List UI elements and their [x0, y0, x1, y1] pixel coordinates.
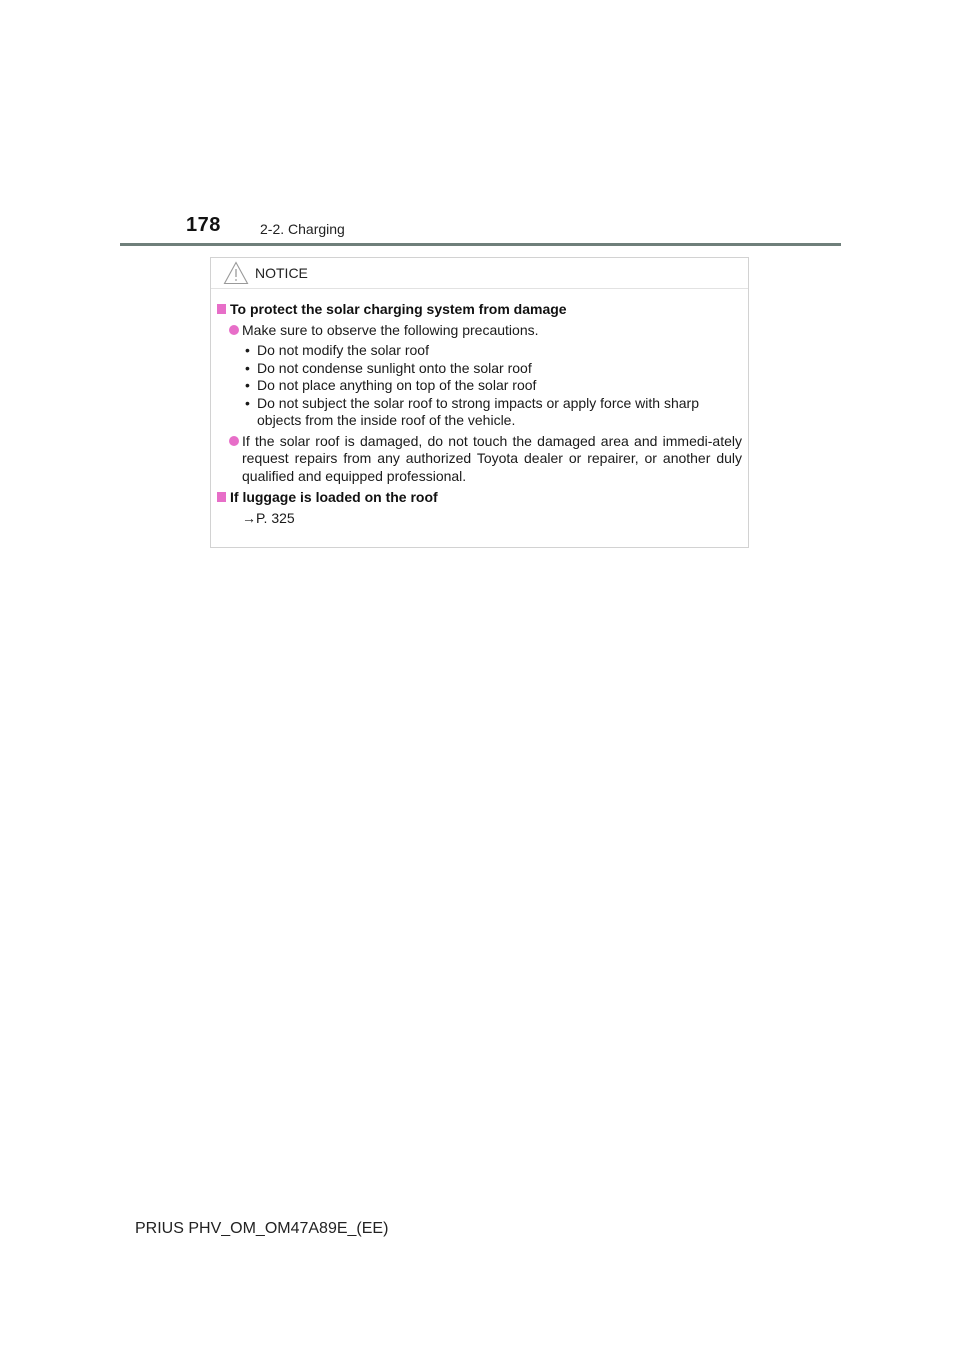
precaution-item	[217, 377, 742, 395]
dot-bullet-icon: •	[245, 359, 250, 376]
notice-header	[211, 258, 748, 289]
dot-bullet-icon: •	[245, 377, 250, 393]
section-heading-text: To protect the solar charging system from damage	[230, 301, 567, 317]
circle-bullet-icon	[229, 325, 239, 335]
precaution-item-text: Do not place anything on top of the solar roof	[257, 377, 537, 393]
precaution-list	[217, 342, 742, 430]
notice-body	[211, 289, 748, 527]
precaution-item-text: Do not subject the solar roof to strong impacts or apply force with sharp objects from the inside roof of the vehicle.	[257, 394, 699, 428]
arrow-right-icon: →	[242, 509, 256, 526]
page-reference[interactable]	[217, 510, 742, 528]
dot-bullet-icon: •	[245, 342, 250, 358]
list-item	[217, 433, 742, 486]
page-reference-text[interactable]: P. 325	[256, 509, 295, 526]
precaution-item-text: Do not modify the solar roof	[257, 342, 429, 358]
precaution-item-text: Do not condense sunlight onto the solar roof	[257, 359, 532, 376]
list-item-text: Make sure to observe the following precautions.	[242, 321, 539, 338]
section-heading-solar-protection	[217, 301, 742, 319]
section-heading-luggage	[217, 489, 742, 507]
precaution-item	[217, 360, 742, 378]
notice-label: NOTICE	[255, 265, 308, 281]
precaution-item	[217, 395, 742, 430]
square-bullet-icon	[217, 304, 226, 314]
section-heading-text: If luggage is loaded on the roof	[230, 489, 438, 505]
section-title: 2-2. Charging	[260, 221, 345, 237]
dot-bullet-icon: •	[245, 394, 250, 411]
list-item	[217, 322, 742, 340]
precaution-item	[217, 342, 742, 360]
notice-box	[210, 257, 749, 548]
circle-bullet-icon	[229, 436, 239, 446]
document-footer: PRIUS PHV_OM_OM47A89E_(EE)	[135, 1220, 389, 1237]
warning-triangle-icon	[223, 261, 249, 285]
header-divider	[120, 243, 841, 246]
square-bullet-icon	[217, 492, 226, 502]
page-number: 178	[186, 214, 221, 236]
list-item-text: If the solar roof is damaged, do not touch the damaged area and immedi-ately request repairs from any authorized Toyota dealer or repairer, or another duly qualified and equipped professional.	[242, 432, 742, 484]
